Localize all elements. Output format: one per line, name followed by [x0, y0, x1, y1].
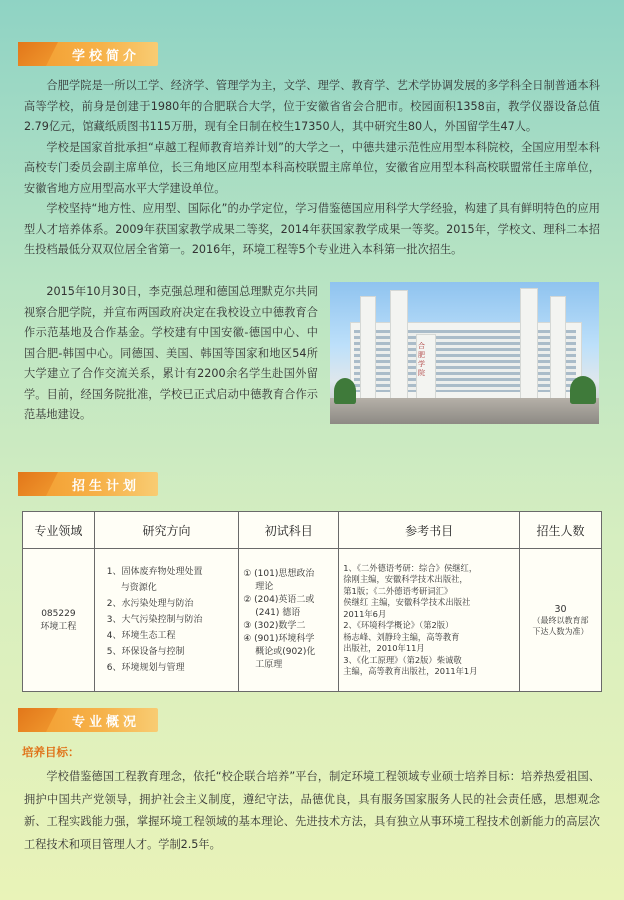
list-item: ② (204)英语二或	[243, 595, 315, 605]
field-code: 085229	[41, 608, 76, 619]
list-item: 3、大气污染控制与防治	[106, 615, 203, 625]
overview-paragraph: 学校借鉴德国工程教育理念，依托“校企联合培养”平台，制定环境工程领域专业硕士培养目标：培养热爱祖国、拥护中国共产党领导，拥护社会主义制度，遵纪守法，品德优良，具有服务国家服务人民的社会责任感，思想观念新、工程实践能力强，掌握环境工程领域的基本理论、先进技术方法，具有独立从事环境工程技术创新能力的高层次工程技术和项目管理人才。学制2.5年。	[24, 770, 600, 851]
header-quota: 招生人数	[520, 512, 602, 549]
intro-text-narrow	[24, 282, 318, 426]
header-field: 专业领域	[23, 512, 95, 549]
exam-cell	[239, 549, 339, 692]
list-item: 第1版；《二外德语考研词汇》	[343, 585, 453, 596]
list-item: ③ (302)数学二	[243, 621, 306, 631]
intro-paragraph-2: 学校是国家首批承担“卓越工程师教育培养计划”的大学之一，中德共建示范性应用型本科院校，全国应用型本科高校专门委员会副主席单位，长三角地区应用型本科高校联盟主席单位，安徽省应用型本科高校联盟常任主席单位，安徽省地方应用型高水平大学建设单位。	[24, 140, 600, 195]
list-item: 2、水污染处理与防治	[106, 599, 194, 609]
table-header-row	[23, 512, 602, 549]
campus-photo	[330, 282, 599, 424]
list-item: 3、《化工原理》（第2版）柴诚敬	[343, 654, 462, 665]
quota-note-line-1: （最终以教育部	[532, 615, 589, 625]
list-item: 与资源化	[120, 583, 157, 593]
books-cell	[339, 549, 520, 692]
list-item: 出版社，2010年11月	[343, 643, 425, 653]
list-item: 理论	[255, 582, 274, 592]
list-item: 5、环保设备与控制	[106, 647, 185, 657]
field-cell	[23, 549, 95, 692]
list-item: 徐刚主编，安徽科学技术出版社，	[343, 574, 468, 584]
intro-section-header	[18, 42, 168, 66]
plan-section-title: 招生计划	[72, 479, 141, 494]
list-item: 1、《二外德语考研：综合》侯继红，	[343, 562, 478, 573]
header-direction: 研究方向	[94, 512, 238, 549]
overview-text	[24, 766, 600, 856]
quota-number: 30	[554, 603, 567, 615]
intro-paragraph-1: 合肥学院是一所以工学、经济学、管理学为主，文学、理学、教育学、艺术学协调发展的多学科全日制普通本科高等学校，前身是创建于1980年的合肥联合大学，位于安徽省省会合肥市。校园面积1358亩，教学仪器设备总值2.79亿元，馆藏纸质图书115万册，现有全日制在校生17350人，其中研究生80人，外国留学生47人。	[24, 79, 600, 133]
campus-sign: 合肥学院	[418, 342, 425, 377]
overview-section-title: 专业概况	[72, 715, 141, 730]
list-item: 工原理	[255, 660, 283, 670]
header-books: 参考书目	[339, 512, 520, 549]
list-item: ④ (901)环境科学	[243, 634, 315, 644]
table-row	[23, 549, 602, 692]
overview-section-header	[18, 708, 168, 732]
list-item: 主编，高等教育出版社，2011年1月	[343, 666, 478, 676]
quota-cell	[520, 549, 602, 692]
list-item: 2011年6月	[343, 608, 387, 619]
list-item: 6、环境规划与管理	[106, 663, 185, 673]
list-item: 1、固体废弃物处理处置	[106, 567, 203, 577]
list-item: (241) 德语	[255, 608, 301, 618]
intro-paragraph-4: 2015年10月30日，李克强总理和德国总理默克尔共同视察合肥学院，并宣布两国政府决定在我校设立中德教育合作示范基地及合作基金。学校建有中国安徽-德国中心、中国合肥-韩国中心。同德国、美国、韩国等国家和地区54所大学建立了合作交流关系，累计有2200余名学生赴国外留学。目前，经国务院批准，学校已正式启动中德教育合作示范基地建设。	[24, 285, 318, 421]
list-item: ① (101)思想政治	[243, 569, 315, 579]
intro-text	[24, 76, 600, 261]
list-item: 侯继红 主编，安徽科学技术出版社	[343, 597, 471, 607]
direction-cell	[94, 549, 238, 692]
list-item: 4、环境生态工程	[106, 631, 176, 641]
intro-paragraph-3: 学校坚持“地方性、应用型、国际化”的办学定位，学习借鉴德国应用科学大学经验，构建了具有鲜明特色的应用型人才培养体系。2009年获国家教学成果二等奖，2014年获国家教学成果一等奖。2015年，学校文、理科二本招生投档最低分双双位居全省第一。2016年，环境工程等5个专业进入本科第一批次招生。	[24, 202, 600, 256]
plan-section-header	[18, 472, 168, 496]
list-item: 概论或(902)化	[255, 647, 316, 657]
field-name: 环境工程	[40, 621, 77, 632]
list-item: 2、《环境科学概论》（第2版）	[343, 620, 454, 630]
list-item: 杨志峰、刘静玲主编，高等教育	[343, 631, 460, 642]
intro-section-title: 学校简介	[72, 49, 141, 64]
quota-note-line-2: 下达人数为准）	[532, 626, 589, 636]
training-goal-heading: 培养目标：	[22, 745, 80, 759]
header-exam: 初试科目	[239, 512, 339, 549]
enrollment-table	[22, 511, 602, 692]
